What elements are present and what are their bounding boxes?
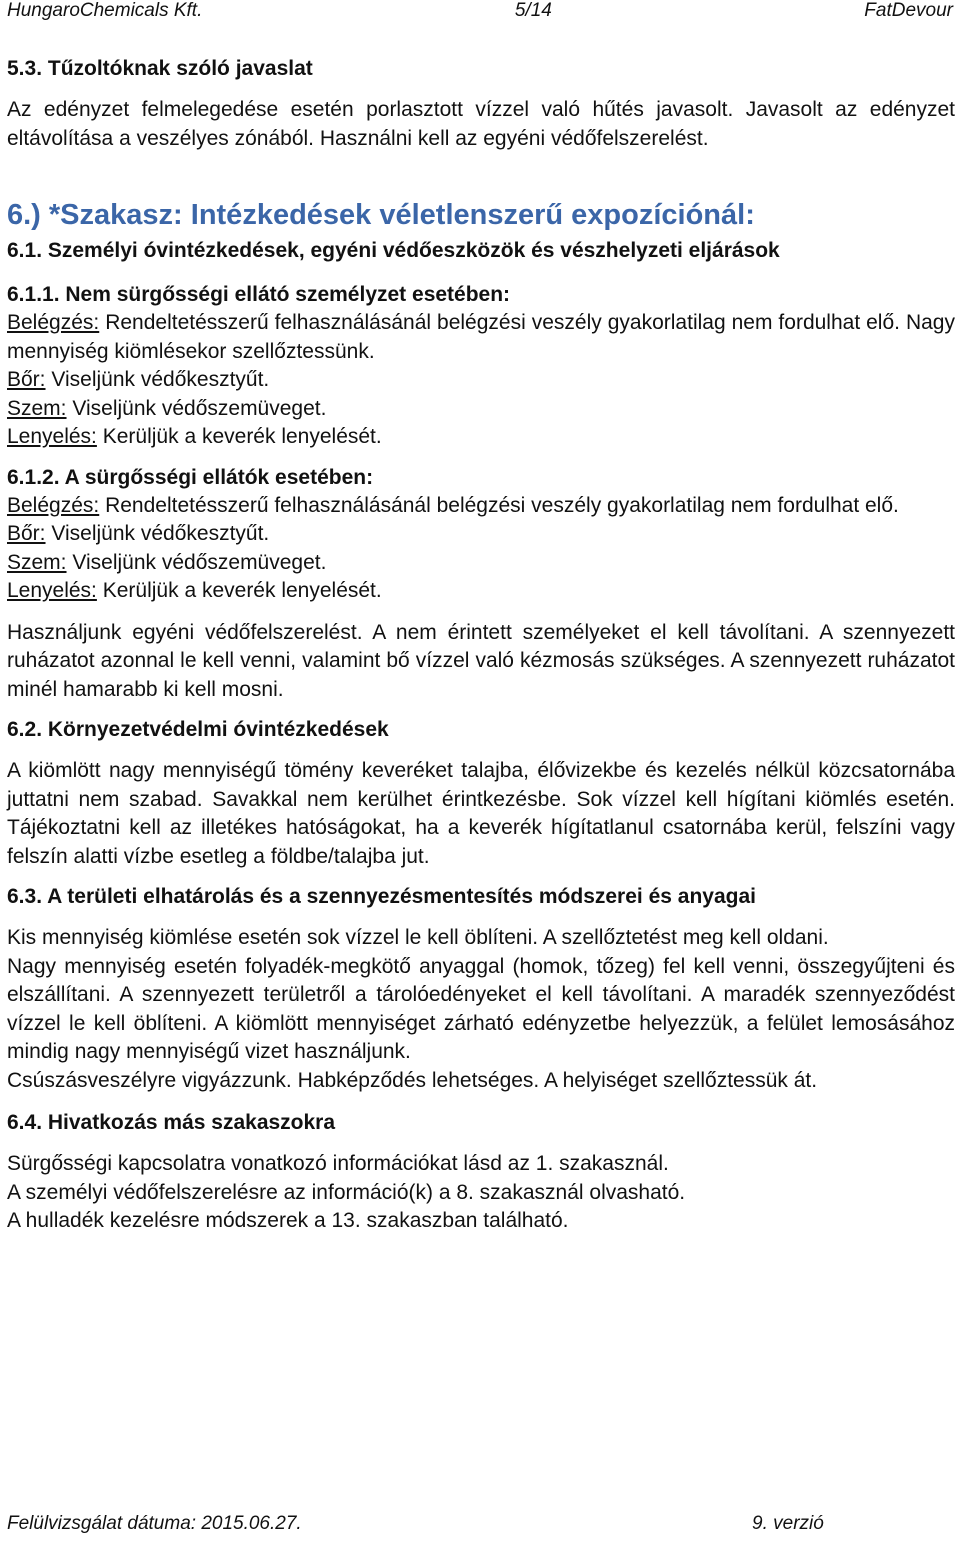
page-header [7, 0, 953, 22]
section-6-4-line-2: A személyi védőfelszerelésre az információ(k) a 8. szakasznál olvasható. [7, 1180, 686, 1204]
skin-text: Viseljünk védőkesztyűt. [45, 368, 270, 391]
section-6-1-2-title: 6.1.2. A sürgősségi ellátók esetében: [7, 465, 374, 489]
skin-paragraph [7, 520, 955, 549]
section-6-2-title: 6.2. Környezetvédelmi óvintézkedések [7, 718, 389, 741]
header-company: HungaroChemicals Kft. [7, 0, 203, 21]
section-6-title: 6.) *Szakasz: Intézkedések véletlenszerű expozíciónál: [7, 199, 755, 231]
document-body [7, 55, 955, 1236]
inhalation-paragraph [7, 309, 955, 366]
section-6-4-line-3: A hulladék kezelésre módszerek a 13. szakaszban található. [7, 1209, 569, 1232]
section-6-3-paragraph-3: Csúszásveszélyre vigyázzunk. Habképződés lehetséges. A helyiséget szellőztessük át. [7, 1068, 818, 1092]
header-page-number: 5/14 [514, 0, 552, 21]
eye-paragraph [7, 395, 955, 424]
section-5-3-text: Az edényzet felmelegedése esetén porlasztott vízzel való hűtés javasolt. Javasolt az edényzet eltávolítása a veszélyes zónából. Használni kell az egyéni védőfelszerelést. [7, 98, 955, 150]
eye-paragraph [7, 549, 955, 578]
skin-label: Bőr: [7, 522, 46, 545]
section-6-1-general-text: Használjunk egyéni védőfelszerelést. A nem érintett személyeket el kell távolítani. A szennyezett ruházatot azonnal le kell venni, valamint bő vízzel való kézmosás szükséges. A szennyezett ruházatot minél hamarabb ki kell mosni. [7, 620, 955, 701]
ingestion-label: Lenyelés: [7, 579, 97, 602]
section-6-3-paragraph-2: Nagy mennyiség esetén folyadék-megkötő anyaggal (homok, tőzeg) fel kell venni, összegyűjteni és elszállítani. A szennyezett területről a tárolóedényeket el kell távolítani. A maradék szennyeződést vízzel le kell öblíteni. A kiömlött mennyiséget zárható edényzetbe helyezzük, a felület lemosásához mindig nagy mennyiségű vizet használjunk. [7, 954, 955, 1063]
ingestion-text: Kerüljük a keverék lenyelését. [96, 579, 382, 602]
inhalation-text: Rendeltetésszerű felhasználásánál belégzési veszély gyakorlatilag nem fordulhat elő. Nagy mennyiség kiömlésekor szellőztessünk. [7, 311, 955, 363]
inhalation-label: Belégzés: [7, 311, 100, 334]
eye-text: Viseljünk védőszemüveget. [66, 396, 327, 420]
footer-version: 9. verzió [752, 1513, 824, 1534]
skin-label: Bőr: [7, 368, 46, 391]
eye-label: Szem: [7, 550, 67, 574]
ingestion-paragraph [7, 577, 955, 606]
inhalation-label: Belégzés: [7, 493, 100, 517]
section-6-3-paragraph-1: Kis mennyiség kiömlése esetén sok vízzel le kell öblíteni. A szellőztetést meg kell oldani. [7, 926, 829, 949]
ingestion-paragraph [7, 423, 955, 452]
ingestion-text: Kerüljük a keverék lenyelését. [96, 425, 382, 448]
footer-revision-date: Felülvizsgálat dátuma: 2015.06.27. [7, 1513, 302, 1534]
section-5-3-title: 5.3. Tűzoltóknak szóló javaslat [7, 57, 313, 80]
section-6-1-1-title: 6.1.1. Nem sürgősségi ellátó személyzet esetében: [7, 283, 511, 306]
inhalation-paragraph [7, 492, 955, 521]
section-6-1-title: 6.1. Személyi óvintézkedések, egyéni védőeszközök és vészhelyzeti eljárások [7, 239, 780, 262]
section-6-2-text: A kiömlött nagy mennyiségű tömény keveréket talajba, élővizekbe és kezelés nélkül közcsatornába juttatni nem szabad. Savakkal nem kerülhet érintkezésbe. Sok vízzel kell hígítani kiömlés esetén. Tájékoztatni kell az illetékes hatóságokat, ha a keverék hígítatlanul csatornába kerül, felszíni vagy felszín alatti vízbe esetleg a földbe/talajba jut. [7, 759, 955, 868]
ingestion-label: Lenyelés: [7, 425, 97, 448]
eye-text: Viseljünk védőszemüveget. [66, 550, 327, 574]
inhalation-text: Rendeltetésszerű felhasználásánál belégzési veszély gyakorlatilag nem fordulhat elő. [99, 493, 899, 517]
page-footer [7, 1513, 953, 1541]
header-product: FatDevour [864, 0, 953, 21]
section-6-3-title: 6.3. A területi elhatárolás és a szennyezésmentesítés módszerei és anyagai [7, 885, 756, 908]
section-6-4-line-1: Sürgősségi kapcsolatra vonatkozó információkat lásd az 1. szakasznál. [7, 1152, 669, 1175]
skin-text: Viseljünk védőkesztyűt. [45, 522, 270, 545]
eye-label: Szem: [7, 396, 67, 420]
section-6-4-title: 6.4. Hivatkozás más szakaszokra [7, 1111, 336, 1134]
skin-paragraph [7, 366, 955, 395]
